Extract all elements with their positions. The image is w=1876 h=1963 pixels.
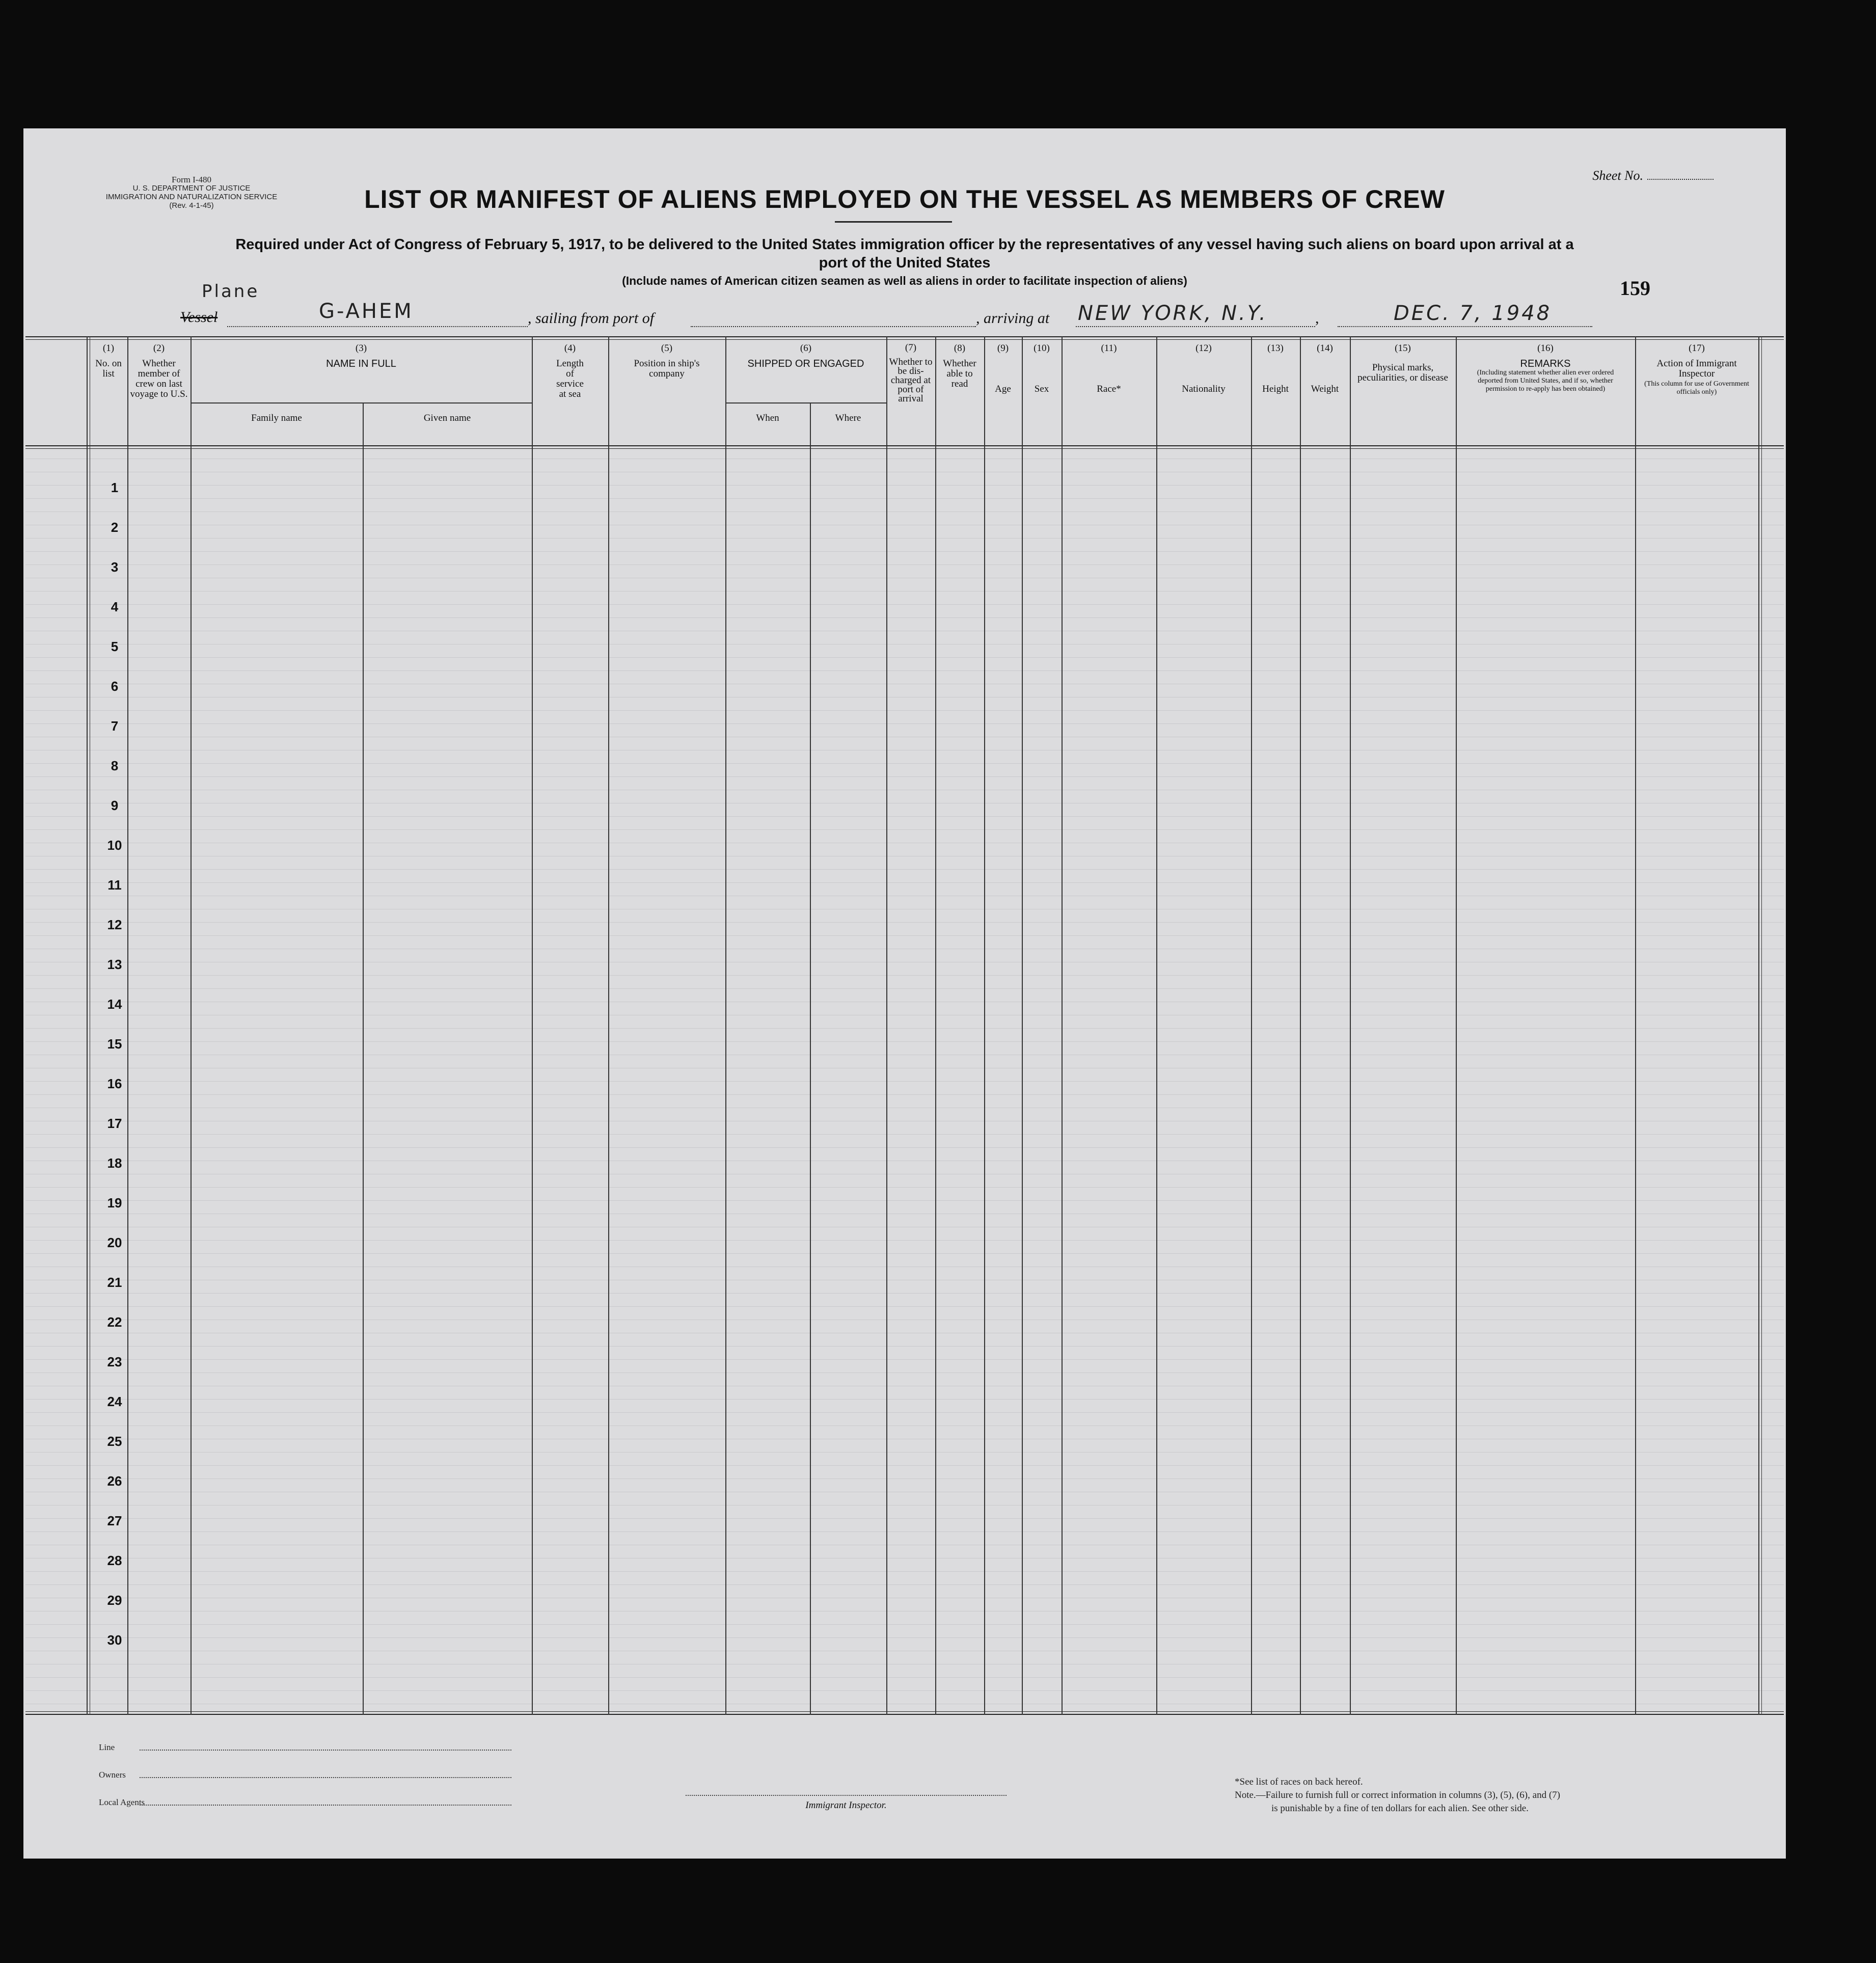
col-rule (1251, 336, 1252, 1715)
col-rule (1156, 336, 1157, 1715)
col-rule (1022, 336, 1023, 1715)
sheet-number-stamp: 159 (1620, 277, 1650, 300)
row-number: 22 (107, 1314, 122, 1330)
col-header-15: (15) Physical marks, peculiarities, or disease (1357, 343, 1448, 383)
ruled-line (25, 1677, 1784, 1678)
ruled-line (25, 1187, 1784, 1188)
col-rule (127, 336, 128, 1715)
owners-label: Owners (99, 1770, 126, 1780)
col-header-16: (16) REMARKS (Including statement whether alien ever ordered deported from United States, and if so, whether permission to re-apply has been obtained) (1477, 343, 1614, 393)
row-number: 13 (107, 957, 122, 972)
ruled-line (25, 1134, 1784, 1135)
table-bottom-rule-inner (25, 1711, 1784, 1712)
service: IMMIGRATION AND NATURALIZATION SERVICE (105, 193, 278, 201)
ruled-line (25, 538, 1784, 539)
row-number: 16 (107, 1076, 122, 1091)
ruled-line (25, 882, 1784, 883)
row-number: 25 (107, 1434, 122, 1449)
ruled-line (25, 1147, 1784, 1148)
ruled-line (25, 604, 1784, 605)
col-rule (191, 336, 192, 1715)
row-number: 26 (107, 1473, 122, 1489)
ruled-line (25, 710, 1784, 711)
ruled-line (25, 498, 1784, 499)
ruled-line (25, 1293, 1784, 1294)
col-header-7: (7) Whether to be dis-charged at port of arrival (889, 342, 933, 404)
ruled-line (25, 1637, 1784, 1638)
title-underline (835, 221, 952, 223)
col-rule (935, 336, 936, 1715)
ruled-line (25, 723, 1784, 724)
col-rule (1456, 336, 1457, 1715)
ruled-line (25, 1531, 1784, 1532)
col-header-13: (13) Height (1262, 343, 1289, 394)
col-header-1: (1) No. on list (95, 343, 122, 379)
ruled-line (25, 816, 1784, 817)
required-statement (125, 235, 1684, 272)
col-rule (363, 404, 364, 1715)
ruled-line (25, 1081, 1784, 1082)
ruled-line (25, 617, 1784, 618)
col-rule (886, 336, 887, 1715)
col-rule (1761, 336, 1762, 1715)
col-header-10: (10) Sex (1034, 343, 1050, 394)
ruled-line (25, 564, 1784, 565)
ruled-line (25, 1253, 1784, 1254)
ruled-line (25, 1518, 1784, 1519)
col-rule (1350, 336, 1351, 1715)
ruled-line (25, 1399, 1784, 1400)
form-number: Form I-480 (172, 175, 211, 184)
row-number: 21 (107, 1275, 122, 1290)
row-number: 18 (107, 1155, 122, 1171)
arrival-date[interactable]: DEC. 7, 1948 (1394, 302, 1552, 325)
row-number: 10 (107, 838, 122, 853)
ruled-line (25, 988, 1784, 989)
row-number: 20 (107, 1235, 122, 1250)
row-number: 23 (107, 1354, 122, 1369)
ruled-line (25, 776, 1784, 777)
sheet-no-label: Sheet No. (1592, 168, 1643, 183)
page-title: LIST OR MANIFEST OF ALIENS EMPLOYED ON THE VESSEL AS MEMBERS OF CREW (364, 185, 1445, 213)
date-fill-line (1338, 326, 1592, 327)
arriving-label: , arriving at (976, 310, 1050, 327)
department: U. S. DEPARTMENT OF JUSTICE (132, 184, 251, 193)
col-rule (1758, 336, 1759, 1715)
row-number: 17 (107, 1116, 122, 1131)
col-header-5: (5) Position in ship's company (634, 343, 700, 379)
vessel-label: Vessel (180, 309, 218, 326)
row-number: 1 (111, 480, 119, 495)
col-header-11: (11) Race* (1097, 343, 1121, 394)
row-number: 19 (107, 1195, 122, 1211)
col-rule (87, 336, 88, 1715)
row-number: 9 (111, 798, 119, 813)
ruled-line (25, 485, 1784, 486)
sailing-label: , sailing from port of (528, 310, 655, 327)
ruled-line (25, 1346, 1784, 1347)
sailing-fill-line (691, 326, 976, 327)
ruled-line (25, 1028, 1784, 1029)
manifest-sheet (23, 128, 1786, 1859)
row-number: 27 (107, 1513, 122, 1528)
ruled-line (25, 935, 1784, 936)
footnote (1235, 1776, 1560, 1815)
row-number: 29 (107, 1593, 122, 1608)
col-rule (1300, 336, 1301, 1715)
col-rule (1635, 336, 1636, 1715)
col-rule (725, 336, 726, 1715)
row-number: 4 (111, 599, 119, 614)
ruled-line (25, 1624, 1784, 1625)
table-bottom-rule (25, 1714, 1784, 1715)
ruled-line (25, 1584, 1784, 1585)
ruled-line (25, 1306, 1784, 1307)
inspector-label: Immigrant Inspector. (805, 1800, 887, 1811)
col-rule (608, 336, 609, 1715)
col-header-12: (12) Nationality (1182, 343, 1226, 394)
ruled-line (25, 763, 1784, 764)
ruled-line (25, 1412, 1784, 1413)
ruled-line (25, 829, 1784, 830)
line-label: Line (99, 1742, 115, 1752)
col-sub-family-name: Family name (251, 413, 302, 423)
race-note: *See list of races on back hereof. (1235, 1777, 1363, 1787)
col-header-2: (2) Whether member of crew on last voyage to U.S. (130, 343, 188, 399)
ruled-line (25, 1690, 1784, 1691)
col-sub-when: When (756, 413, 779, 423)
col-sub-given-name: Given name (423, 413, 471, 423)
col-header-17: (17) Action of Immigrant Inspector (This column for use of Government officials only) (1644, 343, 1749, 396)
comma: , (1315, 310, 1319, 327)
col-header-9: (9) Age (995, 343, 1011, 394)
row-number: 6 (111, 679, 119, 694)
row-number: 28 (107, 1553, 122, 1568)
vessel-fill-line (227, 326, 528, 327)
row-number: 2 (111, 520, 119, 535)
include-note: (Include names of American citizen seamen as well as aliens in order to facilitate inspection of aliens) (622, 274, 1187, 287)
col-rule (532, 336, 533, 1715)
ruled-line (25, 869, 1784, 870)
col-header-14: (14) Weight (1311, 343, 1339, 394)
col-header-8: (8) Whether able to read (943, 343, 976, 389)
ruled-line (25, 670, 1784, 671)
vessel-name[interactable]: G-AHEM (319, 300, 414, 323)
required-line-1: Required under Act of Congress of February 5, 1917, to be delivered to the United States immigration officer by the representatives of any vessel having such aliens on board upon arrival at a (235, 236, 1574, 253)
row-number: 8 (111, 758, 119, 773)
sheet-no-field[interactable] (1592, 168, 1714, 183)
ruled-line (25, 975, 1784, 976)
ruled-line (25, 1359, 1784, 1360)
ruled-line (25, 1041, 1784, 1042)
ruled-line (25, 657, 1784, 658)
row-number: 24 (107, 1394, 122, 1409)
row-number: 14 (107, 997, 122, 1012)
ruled-line (25, 1465, 1784, 1466)
ruled-line (25, 1094, 1784, 1095)
ruled-line (25, 1571, 1784, 1572)
local-agents-label: Local Agents (99, 1797, 145, 1807)
row-number: 3 (111, 559, 119, 575)
crew-table (25, 336, 1784, 1715)
required-line-2: port of the United States (819, 255, 991, 271)
row-number: 15 (107, 1036, 122, 1052)
line-field[interactable] (140, 1750, 511, 1751)
owners-field[interactable] (140, 1777, 511, 1778)
col-rule (1062, 336, 1063, 1715)
row-number: 12 (107, 917, 122, 932)
row-number: 30 (107, 1632, 122, 1648)
arriving-fill-line (1076, 326, 1315, 327)
row-number: 11 (107, 877, 122, 893)
col-header-3: (3) NAME IN FULL (326, 343, 396, 369)
ruled-line (25, 922, 1784, 923)
penalty-note-1: Note.—Failure to furnish full or correct information in columns (3), (5), (6), and (7) (1235, 1790, 1560, 1800)
penalty-note-2: is punishable by a fine of ten dollars for each alien. See other side. (1271, 1803, 1529, 1814)
ruled-line (25, 1240, 1784, 1241)
col-rule (810, 404, 811, 1715)
col-header-6: (6) SHIPPED OR ENGAGED (747, 343, 864, 369)
ruled-line (25, 551, 1784, 552)
row-number: 7 (111, 718, 119, 734)
ruled-line (25, 1200, 1784, 1201)
col-rule (984, 336, 985, 1715)
local-agents-field[interactable] (140, 1805, 511, 1806)
ruled-line (25, 1452, 1784, 1453)
ruled-line (25, 1478, 1784, 1479)
arriving-port[interactable]: NEW YORK, N.Y. (1078, 302, 1268, 325)
inspector-signature-line[interactable] (686, 1795, 1007, 1796)
col-header-4: (4) Length of service at sea (556, 343, 584, 399)
col-sub-where: Where (835, 413, 861, 423)
revision: (Rev. 4-1-45) (169, 201, 214, 210)
header-bottom-rule-inner (25, 448, 1784, 449)
vessel-correction: Plane (202, 281, 260, 302)
row-number: 5 (111, 639, 119, 654)
